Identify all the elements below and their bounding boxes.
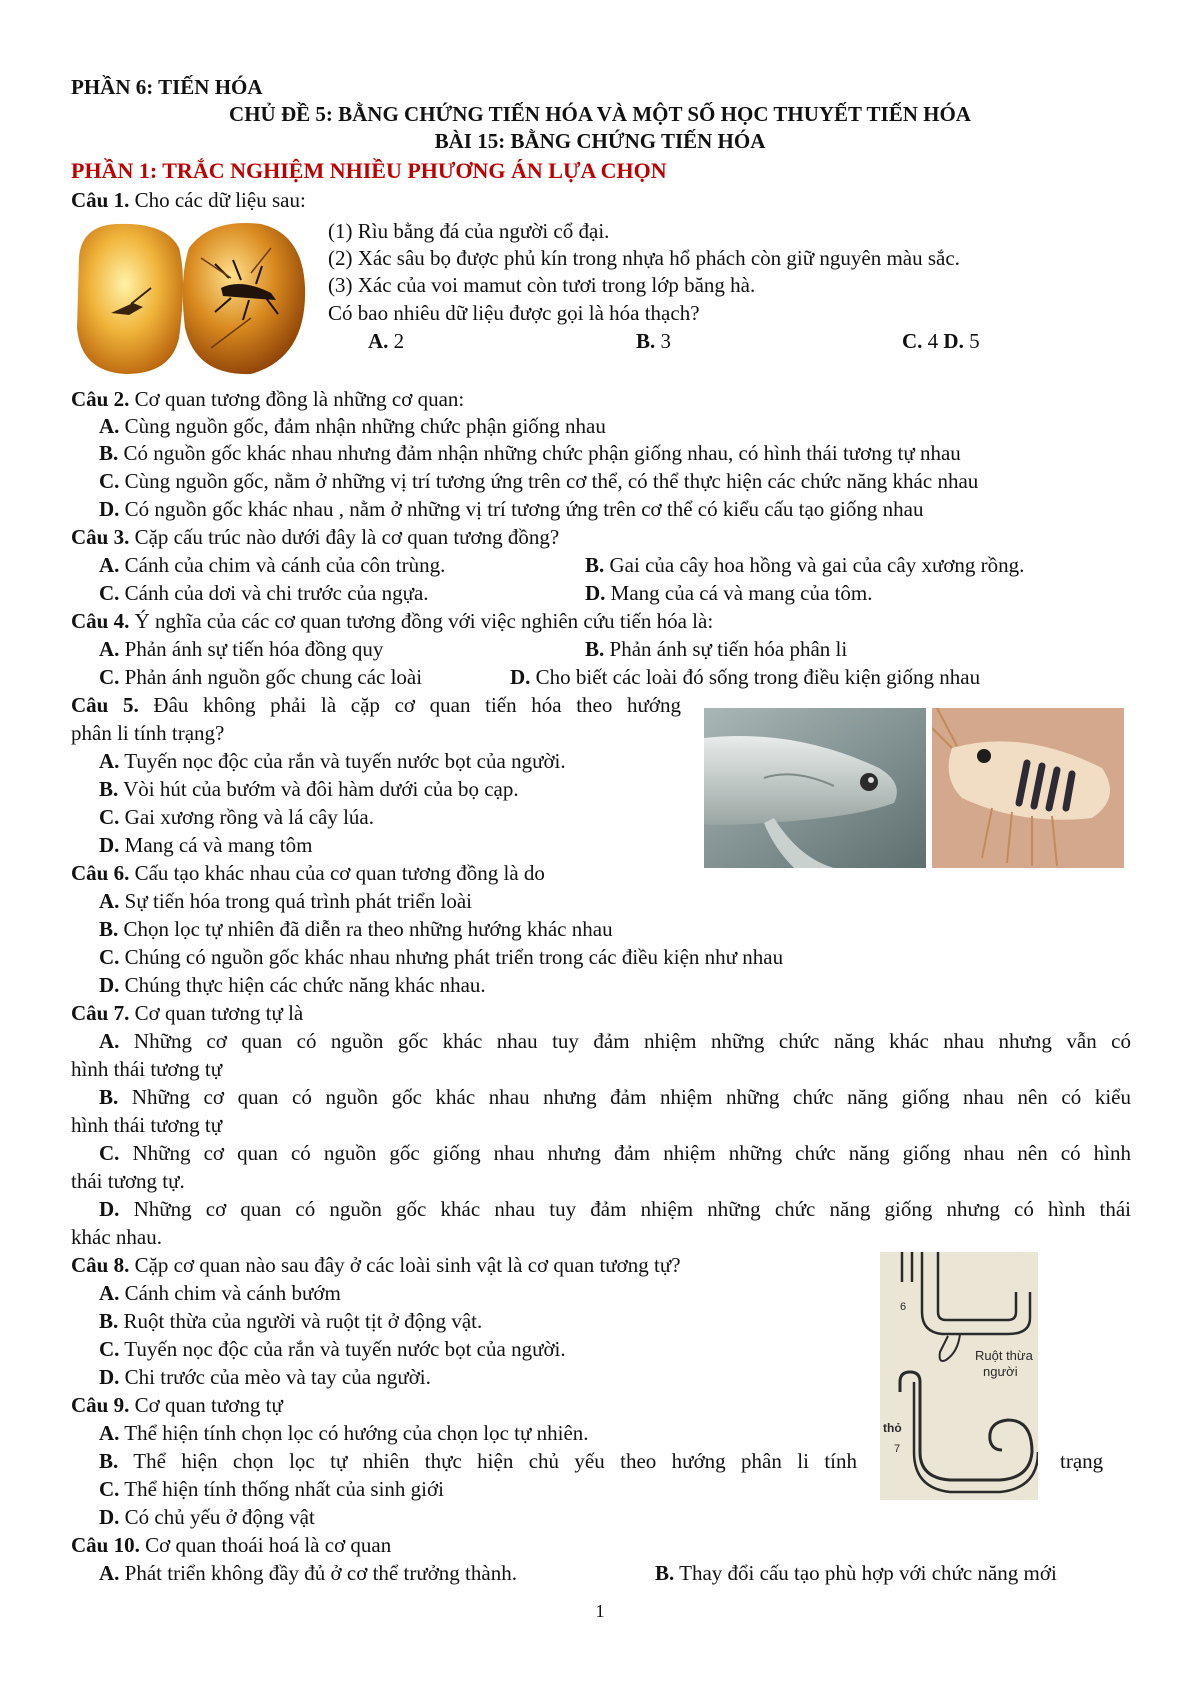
q1-item-2: (2) Xác sâu bọ được phủ kín trong nhựa hổ phách còn giữ nguyên màu sắc.	[328, 246, 960, 270]
q8-option-b: B. Ruột thừa của người và ruột tịt ở động vật.	[99, 1309, 483, 1333]
q5-option-b: B. Vòi hút của bướm và đôi hàm dưới của bọ cạp.	[99, 777, 519, 801]
q9-option-c: C. Thể hiện tính thống nhất của sinh giới	[99, 1477, 444, 1501]
question-2: Câu 2. Cơ quan tương đồng là những cơ quan:	[71, 387, 465, 411]
q7-option-d-cont: khác nhau.	[71, 1225, 162, 1249]
q1-item-3: (3) Xác của voi mamut còn tươi trong lớp băng hà.	[328, 273, 756, 297]
q7-option-b: B. Những cơ quan có nguồn gốc khác nhau nhưng đảm nhiệm những chức năng giống nhau nên có kiểu	[99, 1085, 1132, 1109]
question-8: Câu 8. Cặp cơ quan nào sau đây ở các loài sinh vật là cơ quan tương tự?	[71, 1253, 681, 1277]
q2-option-c: C. Cùng nguồn gốc, nằm ở những vị trí tương ứng trên cơ thể, có thể thực hiện các chức năng khác nhau	[99, 469, 979, 493]
q3-option-c: C. Cánh của dơi và chi trước của ngựa.	[99, 581, 429, 605]
q3-option-a: A. Cánh của chim và cánh của côn trùng.	[99, 553, 446, 577]
q10-option-b: B. Thay đổi cấu tạo phù hợp với chức năng mới	[655, 1561, 1057, 1585]
appendix-diagram	[880, 1252, 1038, 1500]
q8-option-c: C. Tuyến nọc độc của rắn và tuyến nước bọt của người.	[99, 1337, 566, 1361]
human-label: người	[983, 1364, 1018, 1379]
q7-option-a-cont: hình thái tương tự	[71, 1057, 223, 1081]
q7-option-c: C. Những cơ quan có nguồn gốc giống nhau nhưng đảm nhiệm những chức năng giống nhau nên có hình	[99, 1141, 1131, 1165]
lesson-heading: BÀI 15: BẰNG CHỨNG TIẾN HÓA	[434, 129, 766, 153]
question-3: Câu 3. Cặp cấu trúc nào dưới đây là cơ quan tương đồng?	[71, 525, 560, 549]
q7-option-d: D. Những cơ quan có nguồn gốc khác nhau tuy đảm nhiệm những chức năng giống nhưng có hình thái	[99, 1197, 1132, 1221]
q4-option-a: A. Phản ánh sự tiến hóa đồng quy	[99, 637, 384, 661]
q4-option-c: C. Phản ánh nguồn gốc chung các loài	[99, 665, 423, 689]
q8-option-d: D. Chi trước của mèo và tay của người.	[99, 1365, 431, 1389]
q9-option-b-tail: trạng	[1060, 1449, 1104, 1473]
q10-option-a: A. Phát triển không đầy đủ ở cơ thể trưởng thành.	[99, 1561, 517, 1585]
q2-option-d: D. Có nguồn gốc khác nhau , nằm ở những vị trí tương ứng trên cơ thể có kiểu cấu tạo giống nhau	[99, 497, 924, 521]
figure-number-6: 6	[900, 1301, 907, 1313]
q2-option-b: B. Có nguồn gốc khác nhau nhưng đảm nhận những chức phận giống nhau, có hình thái tương tự nhau	[99, 441, 961, 465]
question-10: Câu 10. Cơ quan thoái hoá là cơ quan	[71, 1533, 392, 1557]
topic-heading: CHỦ ĐỀ 5: BẰNG CHỨNG TIẾN HÓA VÀ MỘT SỐ HỌC THUYẾT TIẾN HÓA	[229, 102, 971, 126]
q7-option-a: A. Những cơ quan có nguồn gốc khác nhau tuy đảm nhiệm những chức năng khác nhau nhưng vẫn có	[99, 1029, 1132, 1053]
question-4: Câu 4. Ý nghĩa của các cơ quan tương đồng với việc nghiên cứu tiến hóa là:	[71, 609, 714, 633]
appendix-label: Ruột thừa	[975, 1348, 1033, 1363]
fish-gill-image	[704, 708, 926, 868]
q6-option-c: C. Chúng có nguồn gốc khác nhau nhưng phát triển trong các điều kiện như nhau	[99, 945, 784, 969]
q3-option-d: D. Mang của cá và mang của tôm.	[585, 581, 873, 605]
question-7: Câu 7. Cơ quan tương tự là	[71, 1001, 304, 1025]
q5-option-d: D. Mang cá và mang tôm	[99, 833, 313, 857]
q9-option-a: A. Thể hiện tính chọn lọc có hướng của chọn lọc tự nhiên.	[99, 1421, 589, 1445]
question-1: Câu 1. Cho các dữ liệu sau:	[71, 188, 306, 212]
section-heading: PHẦN 1: TRẮC NGHIỆM NHIỀU PHƯƠNG ÁN LỰA CHỌN	[71, 158, 667, 183]
q9-option-b: B. Thể hiện chọn lọc tự nhiên thực hiện chủ yếu theo hướng phân li tính	[99, 1449, 857, 1473]
q1-prompt: Có bao nhiêu dữ liệu được gọi là hóa thạch?	[328, 301, 700, 325]
q5-option-a: A. Tuyến nọc độc của rắn và tuyến nước bọt của người.	[99, 749, 566, 773]
q1-option-cd: C. 4 D. 5	[902, 329, 980, 353]
q5-option-c: C. Gai xương rồng và lá cây lúa.	[99, 805, 374, 829]
q6-option-b: B. Chọn lọc tự nhiên đã diễn ra theo những hướng khác nhau	[99, 917, 613, 941]
q9-option-d: D. Có chủ yếu ở động vật	[99, 1505, 315, 1529]
question-9: Câu 9. Cơ quan tương tự	[71, 1393, 283, 1417]
amber-fossil-image	[71, 218, 309, 378]
q2-option-a: A. Cùng nguồn gốc, đảm nhận những chức phận giống nhau	[99, 414, 606, 438]
q1-option-b: B. 3	[636, 329, 672, 353]
question-5: Câu 5. Đâu không phải là cặp cơ quan tiến hóa theo hướng	[71, 693, 682, 717]
q1-option-a: A. 2	[368, 329, 405, 353]
q3-option-b: B. Gai của cây hoa hồng và gai của cây xương rồng.	[585, 553, 1025, 577]
part-heading: PHẦN 6: TIẾN HÓA	[71, 75, 263, 99]
rabbit-label: thỏ	[883, 1421, 902, 1435]
shrimp-gill-image	[932, 708, 1124, 868]
q7-option-b-cont: hình thái tương tự	[71, 1113, 223, 1137]
page-number: 1	[595, 1601, 605, 1621]
q6-option-d: D. Chúng thực hiện các chức năng khác nhau.	[99, 973, 486, 997]
q4-option-b: B. Phản ánh sự tiến hóa phân li	[585, 637, 848, 661]
question-5-cont: phân li tính trạng?	[71, 721, 225, 745]
q7-option-c-cont: thái tương tự.	[71, 1169, 185, 1193]
q1-item-1: (1) Rìu bằng đá của người cổ đại.	[328, 219, 610, 243]
q4-option-d: D. Cho biết các loài đó sống trong điều kiện giống nhau	[510, 665, 981, 689]
q8-option-a: A. Cánh chim và cánh bướm	[99, 1281, 341, 1305]
figure-number-7: 7	[894, 1443, 901, 1455]
question-6: Câu 6. Cấu tạo khác nhau của cơ quan tương đồng là do	[71, 861, 545, 885]
q6-option-a: A. Sự tiến hóa trong quá trình phát triển loài	[99, 889, 472, 913]
